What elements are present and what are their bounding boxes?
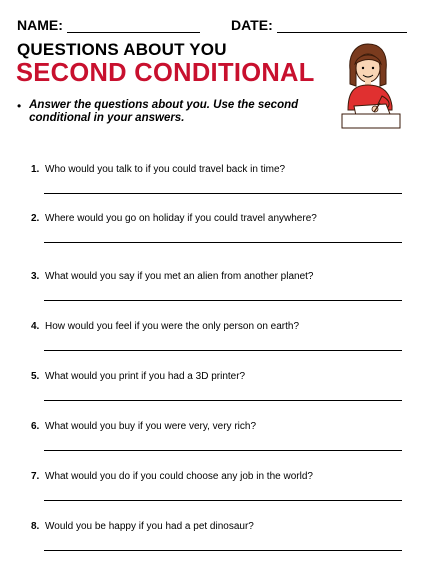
answer-line[interactable] <box>44 550 402 551</box>
question-number: 3. <box>31 271 40 282</box>
answer-line[interactable] <box>44 350 402 351</box>
question-number: 1. <box>31 164 40 175</box>
answer-line[interactable] <box>44 242 402 243</box>
question-text: What would you do if you could choose any job in the world? <box>45 471 313 482</box>
question-item <box>31 213 403 225</box>
question-number: 7. <box>31 471 40 482</box>
name-label: NAME: <box>17 17 63 33</box>
answer-line[interactable] <box>44 450 402 451</box>
worksheet-subtitle: SECOND CONDITIONAL <box>16 59 315 87</box>
question-text: What would you print if you had a 3D printer? <box>45 371 246 382</box>
question-text: Would you be happy if you had a pet dinosaur? <box>45 521 254 532</box>
date-label: DATE: <box>231 17 273 33</box>
bullet-icon: • <box>17 99 22 113</box>
question-text: What would you buy if you were very, very rich? <box>45 421 257 432</box>
question-number: 5. <box>31 371 40 382</box>
worksheet-title: QUESTIONS ABOUT YOU <box>17 40 227 59</box>
question-text: What would you say if you met an alien from another planet? <box>45 271 314 282</box>
name-field[interactable] <box>17 17 200 33</box>
answer-line[interactable] <box>44 400 402 401</box>
question-item <box>31 421 403 433</box>
question-number: 2. <box>31 213 40 224</box>
student-writing-icon <box>334 40 402 130</box>
answer-line[interactable] <box>44 300 402 301</box>
answer-line[interactable] <box>44 500 402 501</box>
date-answer-line[interactable] <box>277 20 407 33</box>
question-text: Who would you talk to if you could travel back in time? <box>45 164 286 175</box>
question-item <box>31 371 403 383</box>
question-number: 4. <box>31 321 40 332</box>
question-text: How would you feel if you were the only person on earth? <box>45 321 300 332</box>
question-item <box>31 271 403 283</box>
question-number: 8. <box>31 521 40 532</box>
answer-line[interactable] <box>44 193 402 194</box>
instruction <box>17 99 317 125</box>
date-field[interactable] <box>231 17 407 33</box>
question-item <box>31 521 403 533</box>
question-item <box>31 471 403 483</box>
question-number: 6. <box>31 421 40 432</box>
question-item <box>31 164 403 176</box>
question-text: Where would you go on holiday if you could travel anywhere? <box>45 213 317 224</box>
name-answer-line[interactable] <box>67 20 200 33</box>
question-item <box>31 321 403 333</box>
instruction-text: Answer the questions about you. Use the second conditional in your answers. <box>29 99 299 124</box>
